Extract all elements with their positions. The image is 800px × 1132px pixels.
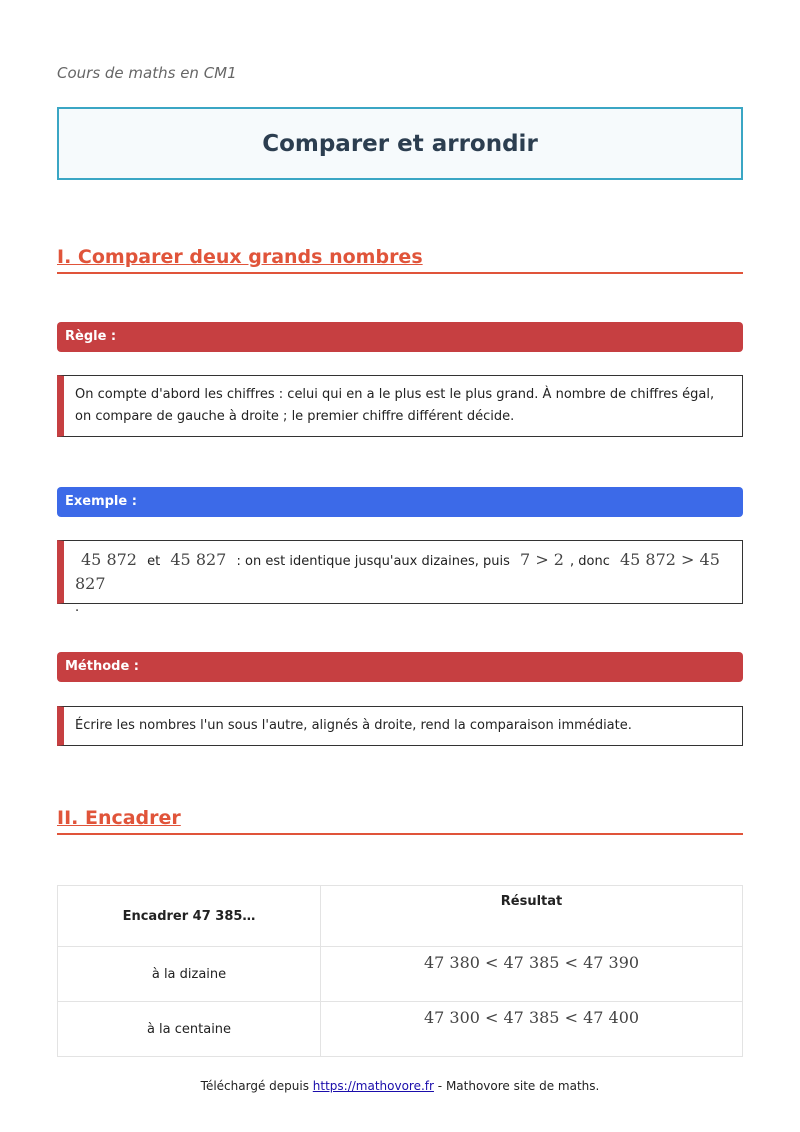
example-text-2: , donc xyxy=(569,554,610,569)
section-heading-1-text: I. Comparer deux grands nombres xyxy=(57,246,423,268)
footer-prefix: Téléchargé depuis xyxy=(200,1079,309,1093)
page-title: Comparer et arrondir xyxy=(262,130,538,157)
section-heading-1 xyxy=(57,246,743,274)
example-label-bar xyxy=(57,487,743,517)
example-conclusion: 45 872 > 45 827 xyxy=(75,550,720,593)
table-header-cell: Résultat xyxy=(321,886,743,947)
example-label: Exemple : xyxy=(65,494,137,509)
table-row xyxy=(58,1002,743,1057)
table-cell-result xyxy=(321,1002,743,1057)
table-cell-label: à la dizaine xyxy=(58,947,321,1002)
table-header-row xyxy=(58,886,743,947)
framing-table xyxy=(57,885,743,1057)
example-box xyxy=(57,540,743,615)
example-end: . xyxy=(75,600,80,615)
footer-suffix: - Mathovore site de maths. xyxy=(437,1079,600,1093)
method-text: Écrire les nombres l'un sous l'autre, alignés à droite, rend la comparaison immédiate. xyxy=(75,718,632,733)
footer-link[interactable]: https://mathovore.fr xyxy=(312,1079,434,1093)
table-result-math: 47 380 < 47 385 < 47 390 xyxy=(423,953,640,972)
example-digit-compare: 7 > 2 xyxy=(520,550,564,569)
method-label-bar xyxy=(57,652,743,682)
section-heading-2-text: II. Encadrer xyxy=(57,807,181,829)
table-header-cell: Encadrer 47 385… xyxy=(58,886,321,947)
table-cell-label: à la centaine xyxy=(58,1002,321,1057)
example-number-a: 45 872 xyxy=(81,550,137,569)
example-number-b: 45 827 xyxy=(170,550,227,569)
table-cell-result xyxy=(321,947,743,1002)
method-label: Méthode : xyxy=(65,659,140,674)
rule-label: Règle : xyxy=(65,329,117,344)
section-heading-2 xyxy=(57,807,743,835)
example-and: et xyxy=(147,554,161,569)
rule-box xyxy=(57,375,743,437)
footer xyxy=(0,1079,800,1093)
rule-text: On compte d'abord les chiffres : celui qui en a le plus est le plus grand. À nombre de chiffres égal, on compare de gauche à droite ; le premier chiffre différent décide. xyxy=(75,387,715,424)
rule-label-bar xyxy=(57,322,743,352)
method-box xyxy=(57,706,743,746)
course-subtitle: Cours de maths en CM1 xyxy=(57,64,237,82)
table-result-math: 47 300 < 47 385 < 47 400 xyxy=(423,1008,640,1027)
example-text-1: : on est identique jusqu'aux dizaines, puis xyxy=(236,554,510,569)
table-row xyxy=(58,947,743,1002)
title-box xyxy=(57,107,743,180)
